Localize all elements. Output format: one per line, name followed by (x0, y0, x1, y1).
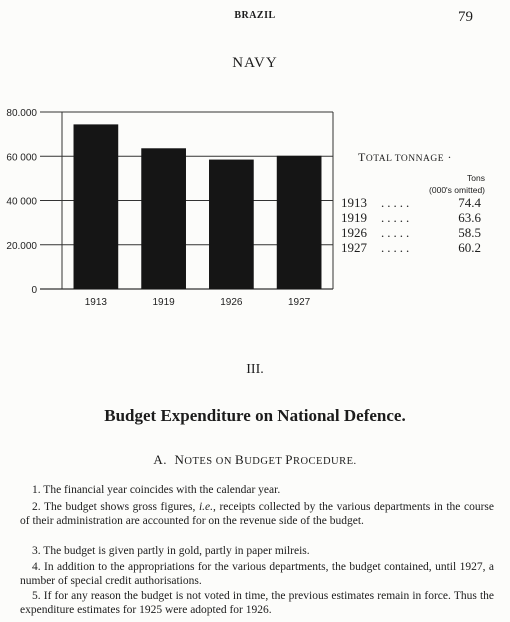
sub-heading: A. NOTES ON BUDGET PROCEDURE. (153, 452, 357, 467)
section-title: NAVY (232, 55, 278, 71)
paragraph-1: 1. The financial year coincides with the calendar year. (32, 484, 281, 496)
tonnage-year: 1926 (341, 225, 367, 240)
tonnage-year: 1913 (341, 195, 367, 210)
y-tick-label: 60 000 (6, 152, 37, 164)
tonnage-value: 60.2 (458, 240, 481, 255)
navy-tonnage-chart (0, 90, 340, 315)
paragraph-5: 5. If for any reason the budget is not voted in time, the previous estimates remain in force. Thus the expenditure estimates for 1925 were adopted for 1926. (20, 590, 494, 616)
tonnage-value: 74.4 (458, 195, 481, 210)
bar-1919 (141, 148, 186, 289)
tonnage-year: 1927 (341, 240, 367, 255)
leader-dots: ..... (381, 195, 413, 210)
y-tick-label: 40 000 (6, 196, 37, 208)
tonnage-year: 1919 (341, 210, 367, 225)
leader-dots: ..... (381, 210, 413, 225)
x-tick-label: 1926 (220, 297, 243, 308)
tonnage-row (341, 210, 481, 225)
tonnage-row (341, 195, 481, 210)
running-head: BRAZIL (234, 10, 276, 21)
bar-1926 (209, 160, 254, 289)
y-tick-label: 0 (31, 285, 37, 296)
bar-1927 (277, 156, 322, 289)
main-heading: Budget Expenditure on National Defence. (104, 406, 406, 425)
y-tick-label: 20.000 (6, 240, 37, 252)
tonnage-value: 63.6 (458, 210, 481, 225)
paragraph-3: 3. The budget is given partly in gold, partly in paper milreis. (32, 545, 310, 557)
y-tick-label: 80.000 (6, 108, 37, 119)
tonnage-table-title: TOTAL TONNAGE · (358, 150, 452, 164)
tonnage-row (341, 240, 481, 255)
x-tick-label: 1913 (84, 297, 107, 308)
x-tick-label: 1927 (288, 297, 311, 308)
paragraph-4: 4. In addition to the appropriations for the various departments, the budget contained, until 1927, a number of special credit authorisations. (20, 561, 494, 587)
part-number: III. (246, 362, 264, 377)
tonnage-value: 58.5 (458, 225, 481, 240)
x-tick-label: 1919 (152, 297, 175, 308)
leader-dots: ..... (381, 225, 413, 240)
tonnage-row (341, 225, 481, 240)
tonnage-unit-label: Tons (000's omitted) (429, 173, 485, 195)
page-number: 79 (458, 9, 473, 25)
leader-dots: ..... (381, 240, 413, 255)
bar-1913 (74, 124, 119, 289)
paragraph-2: 2. The budget shows gross figures, i.e., receipts collected by the various departments in the course of their administration are accounted for on the revenue side of the budget. (20, 501, 494, 527)
